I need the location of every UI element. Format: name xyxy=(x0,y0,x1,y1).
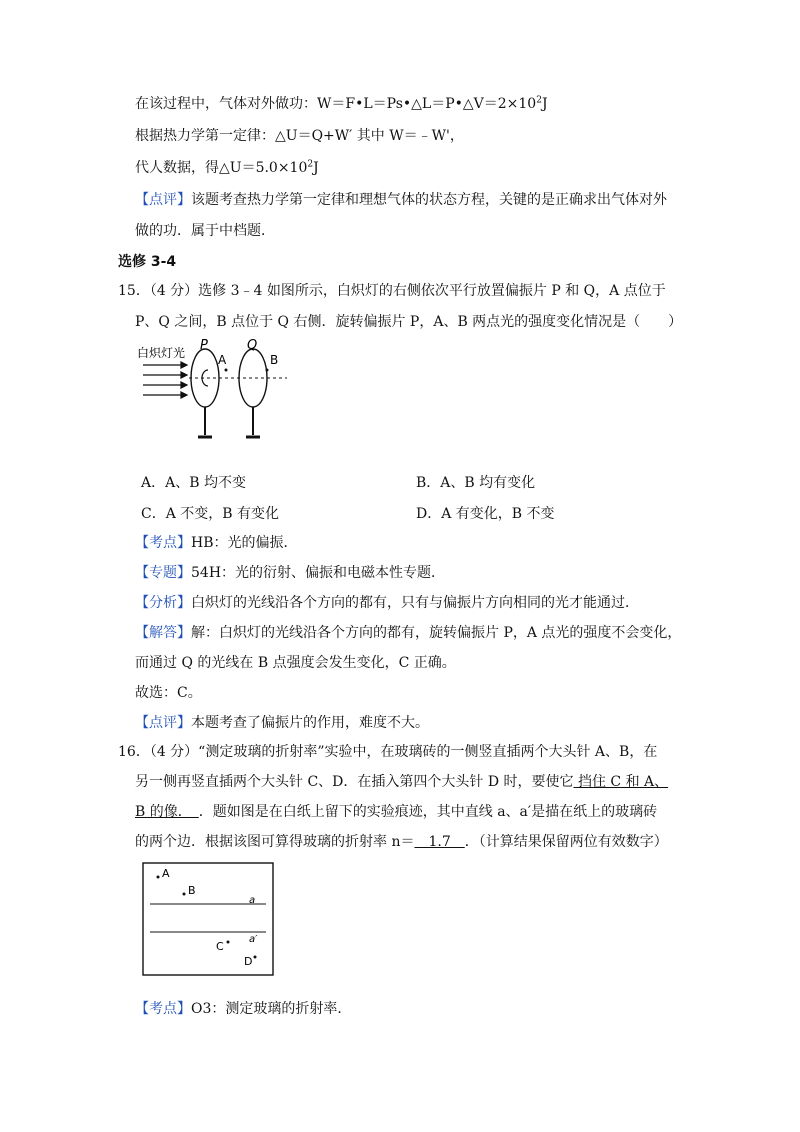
kaodian-line: 【考点】O3：测定玻璃的折射率． xyxy=(135,1001,352,1017)
text-line: 代人数据，得$\triangle U=5.0\times 10^2J$ xyxy=(135,159,319,176)
line-a-label: a xyxy=(249,895,256,906)
section-title: 选修 3-4 xyxy=(118,254,177,270)
question-16-stem: 另一侧再竖直插两个大头针 C、D．在插入第四个大头针 D 时，要使它 挡住 C 和 A、 xyxy=(135,774,669,790)
label-a: A xyxy=(218,353,227,367)
option-c: C．A 不变，B 有变化 xyxy=(141,506,280,522)
fenxi-line: 【分析】白炽灯的光线沿各个方向的都有，只有与偏振片方向相同的光才能通过． xyxy=(135,595,639,611)
pin-b-label: B xyxy=(188,884,196,897)
jieda-line: 【解答】解：白炽灯的光线沿各个方向的都有，旋转偏振片 P，A 点光的强度不会变化， xyxy=(135,625,682,641)
comment-line: 【点评】该题考查热力学第一定律和理想气体的状态方程，关键的是正确求出气体对外 xyxy=(135,192,667,208)
comment-line: 做的功．属于中档题． xyxy=(135,223,275,239)
question-15-stem: 15．（4 分）选修 3﹣4 如图所示，白炽灯的右侧依次平行放置偏振片 P 和 Q，A 点位于 xyxy=(118,283,666,299)
polarizer-figure xyxy=(133,337,293,449)
jieda-line: 而通过 Q 的光线在 B 点强度会发生变化，C 正确。 xyxy=(135,655,456,671)
answer-blank-2: 1.7 xyxy=(414,834,465,850)
option-d: D．A 有变化，B 不变 xyxy=(416,506,555,522)
refraction-figure xyxy=(142,862,274,976)
pin-c-label: C xyxy=(216,940,224,953)
kaodian-line: 【考点】HB：光的偏振． xyxy=(135,535,298,551)
light-label: 白炽灯光 xyxy=(137,346,186,360)
option-b: B．A、B 均有变化 xyxy=(416,475,536,491)
label-q: Q xyxy=(247,338,258,353)
text-line: 根据热力学第一定律：△U＝Q+W′ 其中 W＝﹣W'， xyxy=(135,128,464,144)
zhuanti-line: 【专题】54H：光的衍射、偏振和电磁本性专题． xyxy=(135,565,446,581)
line-a-prime-label: a′ xyxy=(249,934,258,945)
text-line: 在该过程中，气体对外做功：$W=F•L=Ps•\triangle L=P•\triangle V=2\times 10^2J$ xyxy=(135,95,548,112)
question-15-stem: P、Q 之间，B 点位于 Q 右侧．旋转偏振片 P，A、B 两点光的强度变化情况是（ ） xyxy=(135,314,683,330)
label-b: B xyxy=(270,353,279,367)
question-16-stem: 16．（4 分）“测定玻璃的折射率”实验中，在玻璃砖的一侧竖直插两个大头针 A、B，在 xyxy=(118,744,658,760)
comment-line: 【点评】本题考查了偏振片的作用，难度不大。 xyxy=(135,715,429,731)
answer-blank-1: 挡住 C 和 A、 xyxy=(573,774,669,790)
answer-blank-1-cont: B 的像． xyxy=(135,804,199,820)
label-p: P xyxy=(200,338,208,353)
question-16-stem: 的两个边．根据该图可算得玻璃的折射率 n＝ 1.7 ．（计算结果保留两位有效数字） xyxy=(135,834,668,850)
pin-d-label: D xyxy=(244,955,253,968)
answer-line: 故选：C。 xyxy=(135,685,202,701)
comment-tag: 【点评】 xyxy=(135,192,191,208)
question-16-stem: B 的像． ．题如图是在白纸上留下的实验痕迹，其中直线 a、a′是描在纸上的玻璃砖 xyxy=(135,804,658,820)
option-a: A．A、B 均不变 xyxy=(141,475,246,491)
pin-a-label: A xyxy=(162,867,170,880)
